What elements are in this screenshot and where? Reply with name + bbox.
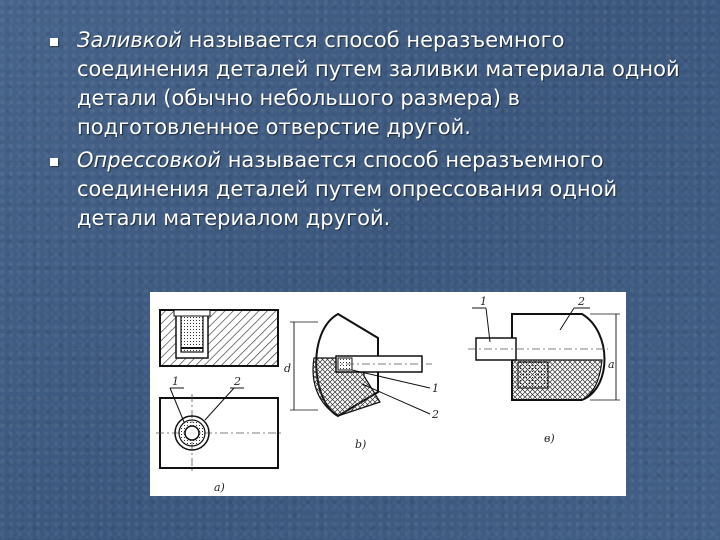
label-a-2: 2 [234,375,241,388]
term-zalivka: Заливкой [77,28,182,52]
bullet-item-opressovka [50,146,700,233]
term-opressovka: Опрессовкой [77,148,222,172]
bullet-list [50,26,700,237]
label-b-d: d [284,362,292,375]
drawing-b [284,314,439,451]
drawing-svg [150,292,626,496]
definition-zalivka: называется способ неразъемного соединения деталей путем заливки материала одной детали (обычно небольшого размера) в подготовленное отверстие другой. [77,28,680,139]
definition-opressovka: называется способ неразъемного соединения деталей путем опрессования одной детали материалом другой. [77,148,618,230]
caption-a: а) [214,481,225,494]
label-b-2: 2 [432,408,439,421]
square-bullet-icon [50,158,58,166]
caption-v: в) [544,432,555,445]
label-b-1: 1 [432,382,439,395]
caption-b: b) [355,438,367,451]
drawing-v [468,295,620,445]
label-v-2: 2 [578,295,585,308]
label-v-a: a [608,358,615,371]
square-bullet-icon [50,38,58,46]
technical-drawing [150,292,626,496]
label-v-1: 1 [480,295,487,308]
drawing-a [156,310,282,494]
label-a-1: 1 [172,375,179,388]
bullet-item-zalivka [50,26,700,142]
